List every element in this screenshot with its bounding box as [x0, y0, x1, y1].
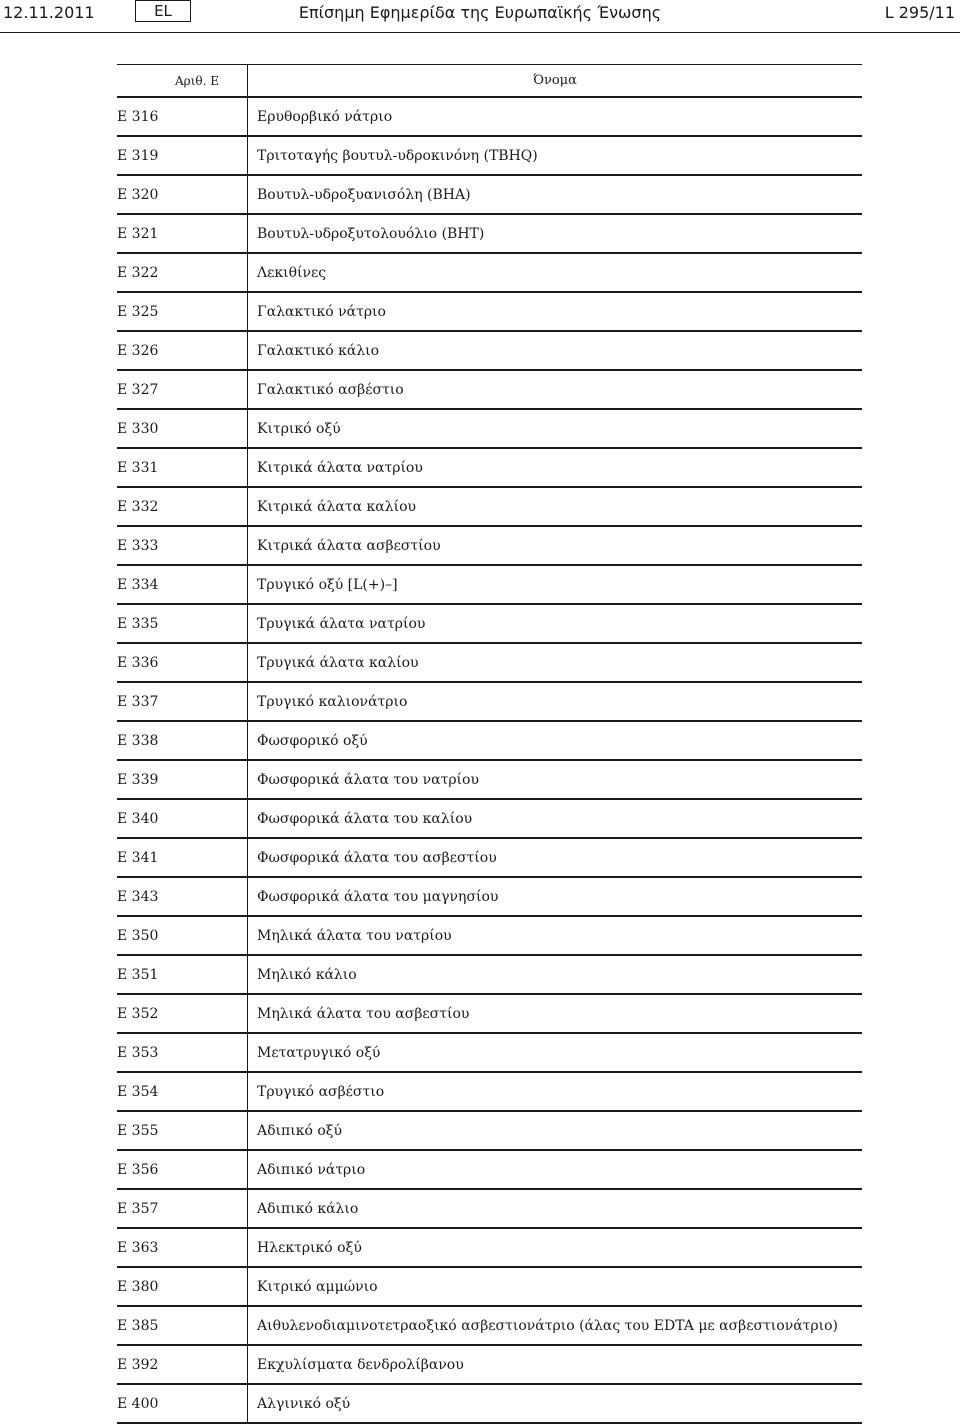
table-row: [117, 526, 862, 565]
additive-name: Φωσφορικά άλατα του νατρίου: [248, 760, 863, 799]
additive-name: Αδιπικό νάτριο: [248, 1150, 863, 1189]
additive-number: E 331: [117, 448, 248, 487]
additive-number: E 380: [117, 1267, 248, 1306]
additive-number: E 325: [117, 292, 248, 331]
table-header-row: [117, 65, 862, 98]
table-row: [117, 955, 862, 994]
additive-name: Βουτυλ-υδροξυανισόλη (BHA): [248, 175, 863, 214]
table-row: [117, 175, 862, 214]
additive-name: Μετατρυγικό οξύ: [248, 1033, 863, 1072]
additive-name: Τρυγικά άλατα καλίου: [248, 643, 863, 682]
additive-number: E 339: [117, 760, 248, 799]
table-row: [117, 1111, 862, 1150]
additive-name: Κιτρικά άλατα νατρίου: [248, 448, 863, 487]
additive-number: E 336: [117, 643, 248, 682]
table-row: [117, 565, 862, 604]
table-row: [117, 799, 862, 838]
table-row: [117, 877, 862, 916]
additive-name: Μηλικά άλατα του ασβεστίου: [248, 994, 863, 1033]
table-row: [117, 604, 862, 643]
additive-name: Κιτρικά άλατα καλίου: [248, 487, 863, 526]
additive-name: Μηλικά άλατα του νατρίου: [248, 916, 863, 955]
additive-number: E 353: [117, 1033, 248, 1072]
additive-name: Γαλακτικό νάτριο: [248, 292, 863, 331]
table-row: [117, 97, 862, 136]
table-row: [117, 1345, 862, 1384]
additive-name: Φωσφορικά άλατα του καλίου: [248, 799, 863, 838]
additive-number: E 356: [117, 1150, 248, 1189]
additive-number: E 341: [117, 838, 248, 877]
table-body: [117, 97, 862, 1423]
journal-title: Επίσημη Εφημερίδα της Ευρωπαϊκής Ένωσης: [298, 3, 662, 22]
additive-number: E 335: [117, 604, 248, 643]
additive-number: E 322: [117, 253, 248, 292]
additive-number: E 357: [117, 1189, 248, 1228]
table-row: [117, 136, 862, 175]
additive-name: Φωσφορικά άλατα του μαγνησίου: [248, 877, 863, 916]
additive-name: Μηλικό κάλιο: [248, 955, 863, 994]
additive-name: Λεκιθίνες: [248, 253, 863, 292]
additives-table: [117, 64, 862, 1424]
table-row: [117, 916, 862, 955]
table-row: [117, 253, 862, 292]
additive-number: E 351: [117, 955, 248, 994]
additive-name: Γαλακτικό ασβέστιο: [248, 370, 863, 409]
table-row: [117, 760, 862, 799]
additive-number: E 363: [117, 1228, 248, 1267]
additive-number: E 327: [117, 370, 248, 409]
additive-number: E 352: [117, 994, 248, 1033]
additive-number: E 333: [117, 526, 248, 565]
additive-name: Τρυγικό ασβέστιο: [248, 1072, 863, 1111]
table-row: [117, 643, 862, 682]
table-row: [117, 214, 862, 253]
additive-name: Αλγινικό οξύ: [248, 1384, 863, 1423]
additive-number: E 326: [117, 331, 248, 370]
publication-date: 12.11.2011: [3, 3, 95, 22]
table-row: [117, 370, 862, 409]
additive-number: E 392: [117, 1345, 248, 1384]
table-row: [117, 1189, 862, 1228]
additive-number: E 338: [117, 721, 248, 760]
additive-name: Αιθυλενοδιαμινοτετραοξικό ασβεστιονάτριο (άλας του EDTA με ασβεστιονάτριο): [248, 1306, 863, 1345]
additive-number: E 321: [117, 214, 248, 253]
additive-number: E 343: [117, 877, 248, 916]
additive-name: Φωσφορικά άλατα του ασβεστίου: [248, 838, 863, 877]
table-row: [117, 1228, 862, 1267]
additive-name: Κιτρικό οξύ: [248, 409, 863, 448]
table-row: [117, 1306, 862, 1345]
additive-name: Ερυθορβικό νάτριο: [248, 97, 863, 136]
table-row: [117, 487, 862, 526]
additive-name: Τριτοταγής βουτυλ-υδροκινόνη (TBHQ): [248, 136, 863, 175]
table-row: [117, 1072, 862, 1111]
additive-number: E 319: [117, 136, 248, 175]
additive-name: Φωσφορικό οξύ: [248, 721, 863, 760]
additive-number: E 385: [117, 1306, 248, 1345]
table-row: [117, 1384, 862, 1423]
additive-number: E 400: [117, 1384, 248, 1423]
page-reference: L 295/11: [884, 3, 955, 22]
additive-number: E 337: [117, 682, 248, 721]
column-header-name: Όνομα: [248, 65, 863, 98]
additive-name: Τρυγικό καλιονάτριο: [248, 682, 863, 721]
additive-number: E 334: [117, 565, 248, 604]
additive-number: E 355: [117, 1111, 248, 1150]
table-row: [117, 409, 862, 448]
table-row: [117, 292, 862, 331]
additive-name: Αδιπικό κάλιο: [248, 1189, 863, 1228]
header-rule: [0, 32, 960, 33]
table-row: [117, 448, 862, 487]
additive-number: E 332: [117, 487, 248, 526]
table-row: [117, 721, 862, 760]
table-row: [117, 838, 862, 877]
additive-name: Αδιπικό οξύ: [248, 1111, 863, 1150]
additive-name: Εκχυλίσματα δενδρολίβανου: [248, 1345, 863, 1384]
table-row: [117, 994, 862, 1033]
table-row: [117, 1150, 862, 1189]
additive-name: Γαλακτικό κάλιο: [248, 331, 863, 370]
additive-name: Κιτρικό αμμώνιο: [248, 1267, 863, 1306]
additive-name: Κιτρικά άλατα ασβεστίου: [248, 526, 863, 565]
additive-number: E 320: [117, 175, 248, 214]
additive-name: Ηλεκτρικό οξύ: [248, 1228, 863, 1267]
table-row: [117, 682, 862, 721]
language-badge: EL: [135, 0, 191, 22]
additive-number: E 316: [117, 97, 248, 136]
table-row: [117, 331, 862, 370]
column-header-number: Αριθ. Ε: [117, 65, 248, 98]
additive-name: Τρυγικό οξύ [L(+)–]: [248, 565, 863, 604]
additive-name: Βουτυλ-υδροξυτολουόλιο (BHT): [248, 214, 863, 253]
additive-number: E 330: [117, 409, 248, 448]
additive-number: E 354: [117, 1072, 248, 1111]
additive-name: Τρυγικά άλατα νατρίου: [248, 604, 863, 643]
additive-number: E 350: [117, 916, 248, 955]
table-row: [117, 1033, 862, 1072]
additive-number: E 340: [117, 799, 248, 838]
table-row: [117, 1267, 862, 1306]
page-header: [0, 0, 960, 33]
